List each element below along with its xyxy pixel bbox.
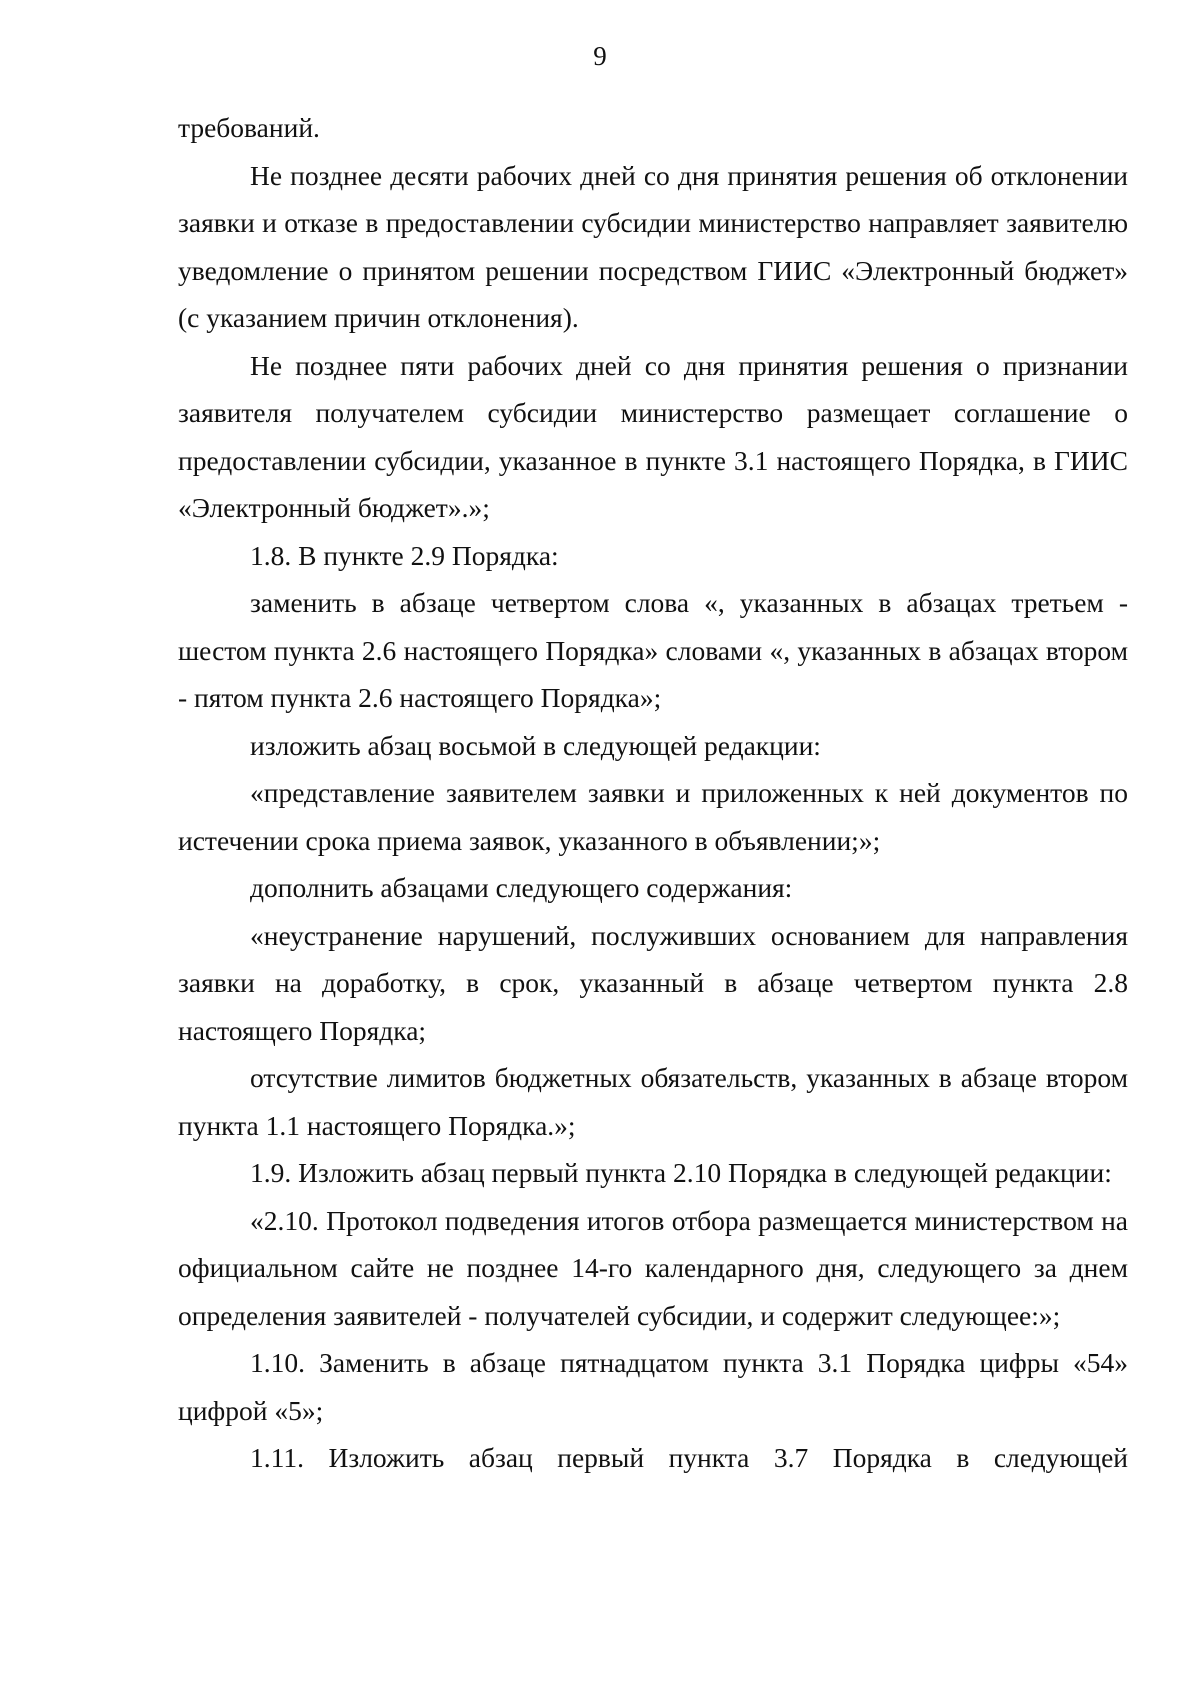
- paragraph-14: 1.11. Изложить абзац первый пункта 3.7 Порядка в следующей: [250, 1442, 1128, 1473]
- page-number: 9: [593, 41, 607, 71]
- paragraph-3: Не позднее пяти рабочих дней со дня принятия решения о признании заявителя получателем субсидии министерство размещает соглашение о предоставлении субсидии, указанное в пункте 3.1 настоящего Порядка, в ГИИС «Электронный бюджет».»;: [178, 349, 1128, 523]
- paragraph-6: изложить абзац восьмой в следующей редакции:: [250, 729, 821, 761]
- paragraph-13: 1.10. Заменить в абзаце пятнадцатом пункта 3.1 Порядка цифры «54» цифрой «5»;: [178, 1347, 1128, 1426]
- paragraph-12: «2.10. Протокол подведения итогов отбора размещается министерством на официальном сайте не позднее 14-го календарного дня, следующего за днем определения заявителей - получателей субсидии, и содержит следующее:»;: [178, 1204, 1128, 1331]
- paragraph-2: Не позднее десяти рабочих дней со дня принятия решения об отклонении заявки и отказе в предоставлении субсидии министерство направляет заявителю уведомление о принятом решении посредством ГИИС «Электронный бюджет» (с указанием причин отклонения).: [178, 159, 1128, 333]
- paragraph-9: «неустранение нарушений, послуживших основанием для направления заявки на доработку, в срок, указанный в абзаце четвертом пункта 2.8 настоящего Порядка;: [178, 919, 1128, 1046]
- paragraph-10: отсутствие лимитов бюджетных обязательств, указанных в абзаце втором пункта 1.1 настоящего Порядка.»;: [178, 1062, 1128, 1141]
- paragraph-7: «представление заявителем заявки и приложенных к ней документов по истечении срока приема заявок, указанного в объявлении;»;: [178, 777, 1128, 856]
- paragraph-1: требований.: [178, 112, 320, 143]
- paragraph-8: дополнить абзацами следующего содержания:: [250, 872, 793, 903]
- document-body: [178, 104, 1128, 1482]
- paragraph-11: 1.9. Изложить абзац первый пункта 2.10 Порядка в следующей редакции:: [250, 1157, 1112, 1188]
- paragraph-4: 1.8. В пункте 2.9 Порядка:: [250, 539, 559, 571]
- paragraph-5: заменить в абзаце четвертом слова «, указанных в абзацах третьем - шестом пункта 2.6 настоящего Порядка» словами «, указанных в абзацах втором - пятом пункта 2.6 настоящего Порядка»;: [178, 587, 1128, 713]
